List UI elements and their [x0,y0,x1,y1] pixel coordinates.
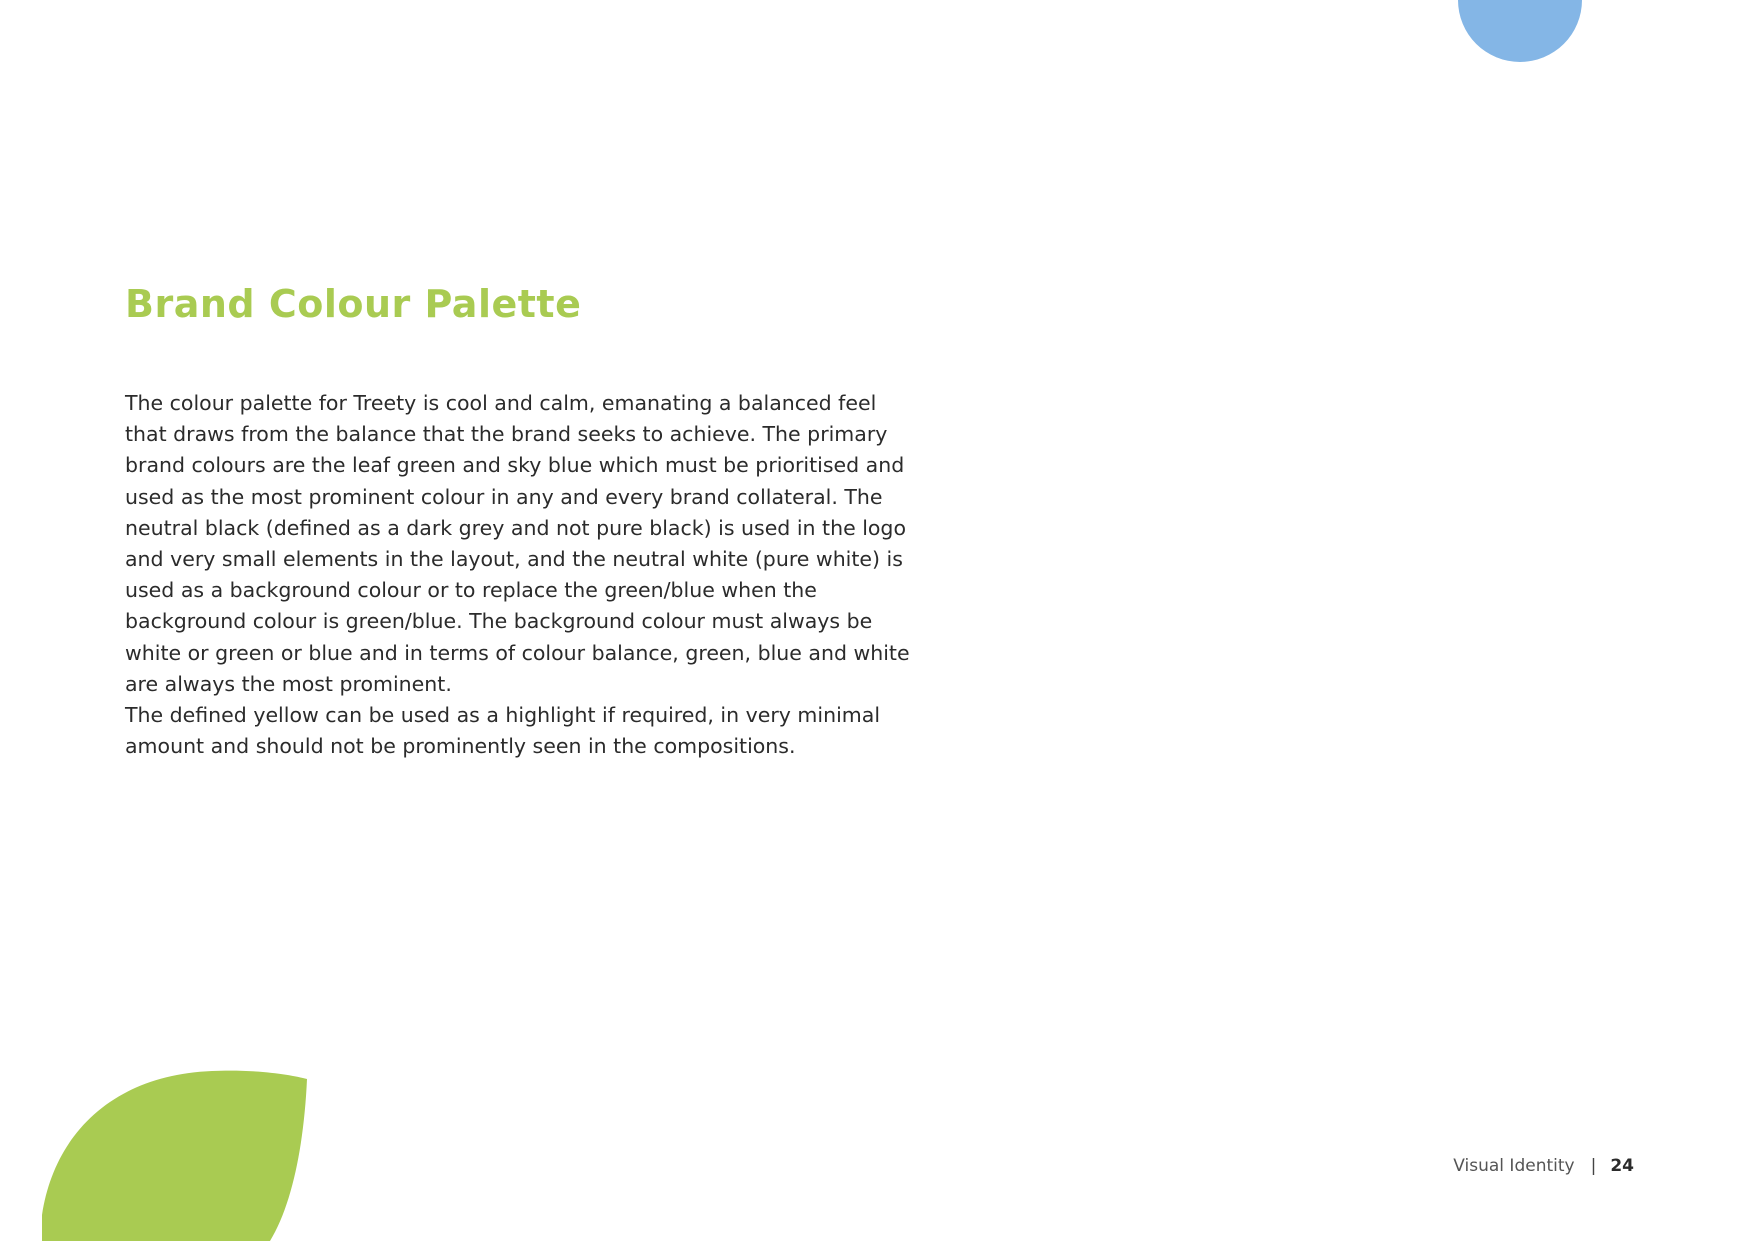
footer-separator: | [1590,1156,1597,1176]
page-footer [1453,1156,1634,1176]
green-leaf-decoration [42,1065,307,1241]
page-number: 24 [1610,1156,1634,1176]
body-text [125,388,915,762]
paragraph-yellow-highlight: The defined yellow can be used as a highlight if required, in very minimal amount and should not be prominently seen in the compositions. [125,703,881,759]
page-title: Brand Colour Palette [125,282,582,326]
footer-section-label: Visual Identity [1453,1156,1575,1176]
blue-circle-decoration [1458,0,1582,62]
paragraph-palette-description: The colour palette for Treety is cool and calm, emanating a balanced feel that draws from the balance that the brand seeks to achieve. The primary brand colours are the leaf green and sky blue which must be prioritised and used as the most prominent colour in any and every brand collateral. The neutral black (defined as a dark grey and not pure black) is used in the logo and very small elements in the layout, and the neutral white (pure white) is used as a background colour or to replace the green/blue when the background colour is green/blue. The background colour must always be white or green or blue and in terms of colour balance, green, blue and white are always the most prominent. [125,391,910,696]
